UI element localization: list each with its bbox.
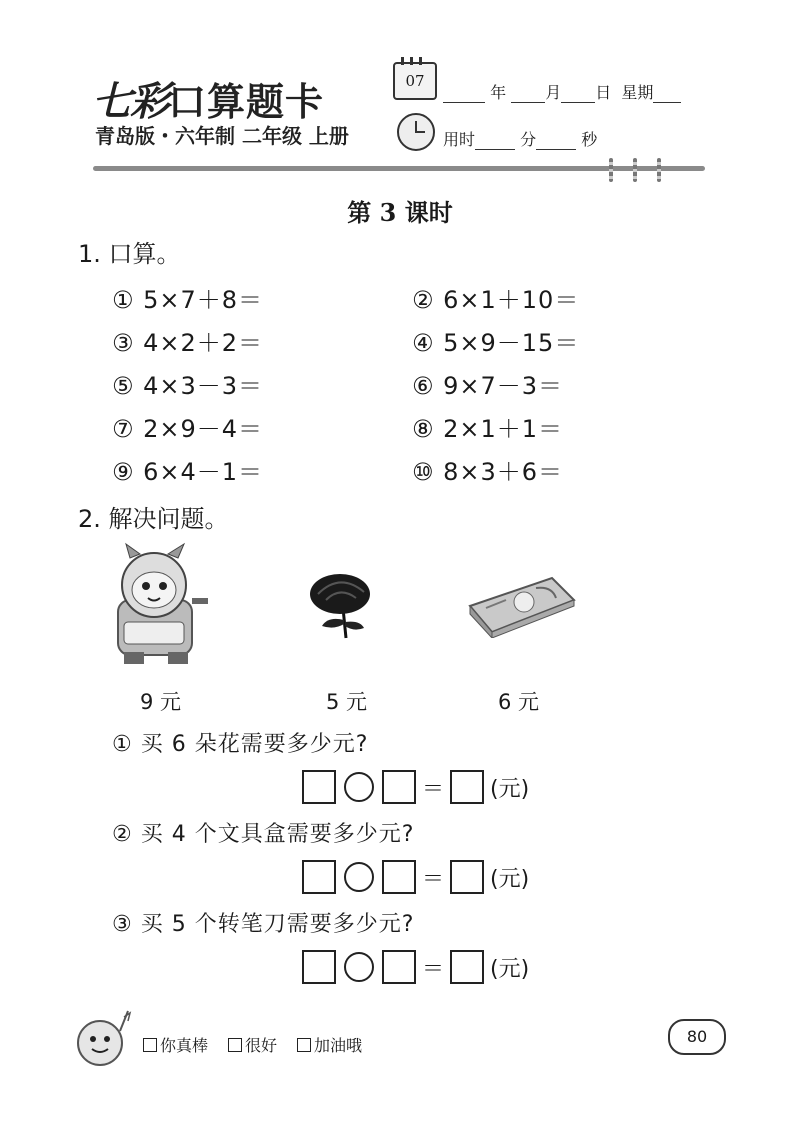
operator-circle[interactable] — [344, 862, 374, 892]
unit-label: (元) — [490, 866, 530, 892]
calendar-icon — [393, 62, 437, 100]
lesson-title: 第 3 课时 — [347, 198, 453, 227]
self-evaluation — [143, 1033, 362, 1056]
answer-box[interactable] — [382, 950, 416, 984]
rating-option-3[interactable] — [297, 1033, 362, 1056]
answer-box[interactable] — [450, 950, 484, 984]
flower-image — [298, 570, 380, 640]
time-used-line — [443, 127, 597, 150]
operator-circle[interactable] — [344, 772, 374, 802]
problem-7: ⑦ 2×9－4＝ — [112, 415, 264, 443]
equals-sign: ＝ — [422, 956, 445, 982]
answer-box[interactable] — [382, 770, 416, 804]
section-2-title: 2. 解决问题。 — [78, 505, 229, 533]
question-2: ② 买 4 个文具盒需要多少元? — [112, 822, 415, 847]
clock-icon — [397, 113, 435, 151]
problem-1: ① 5×7＋8＝ — [112, 286, 264, 314]
rating-label: 你真棒 — [160, 1036, 209, 1055]
answer-box[interactable] — [382, 860, 416, 894]
bead-decoration — [609, 158, 613, 182]
problem-9: ⑨ 6×4－1＝ — [112, 458, 264, 486]
time-used-label: 用时 — [443, 130, 476, 149]
unit-label: (元) — [490, 956, 530, 982]
price-pencil-sharpener: 9 元 — [140, 690, 182, 714]
problem-4: ④ 5×9－15＝ — [412, 329, 580, 357]
question-1: ① 买 6 朵花需要多少元? — [112, 732, 369, 757]
pencil-box-image — [466, 572, 578, 638]
answer-box[interactable] — [450, 860, 484, 894]
year-label: 年 — [490, 83, 507, 102]
rating-option-1[interactable] — [143, 1033, 208, 1056]
header-divider — [93, 166, 705, 171]
pencil-sharpener-image — [108, 540, 212, 670]
problem-8: ⑧ 2×1＋1＝ — [412, 415, 564, 443]
problem-2: ② 6×1＋10＝ — [412, 286, 580, 314]
price-flower: 5 元 — [326, 690, 368, 714]
rating-label: 加油哦 — [314, 1036, 363, 1055]
unit-label: (元) — [490, 776, 530, 802]
brand-title — [92, 70, 324, 127]
minute-label: 分 — [520, 130, 537, 149]
rating-label: 很好 — [245, 1036, 278, 1055]
day-label: 日 — [595, 83, 612, 102]
section-1-title: 1. 口算。 — [78, 240, 181, 268]
weekday-label: 星期 — [621, 83, 654, 102]
page-number: 80 — [668, 1019, 726, 1055]
bead-decoration — [657, 158, 661, 182]
edition-label: 青岛版・六年制 二年级 上册 — [95, 124, 349, 148]
problem-6: ⑥ 9×7－3＝ — [412, 372, 564, 400]
answer-box[interactable] — [450, 770, 484, 804]
answer-box[interactable] — [302, 860, 336, 894]
equals-sign: ＝ — [422, 776, 445, 802]
operator-circle[interactable] — [344, 952, 374, 982]
second-label: 秒 — [581, 130, 598, 149]
answer-equation-1 — [302, 770, 529, 804]
checkbox[interactable] — [297, 1038, 311, 1052]
equals-sign: ＝ — [422, 866, 445, 892]
answer-box[interactable] — [302, 950, 336, 984]
problem-10: ⑩ 8×3＋6＝ — [412, 458, 564, 486]
question-3: ③ 买 5 个转笔刀需要多少元? — [112, 912, 415, 937]
problem-5: ⑤ 4×3－3＝ — [112, 372, 264, 400]
mascot-icon — [70, 1005, 136, 1071]
calendar-number: 07 — [405, 72, 425, 90]
answer-equation-2 — [302, 860, 529, 894]
problem-3: ③ 4×2＋2＝ — [112, 329, 264, 357]
checkbox[interactable] — [228, 1038, 242, 1052]
date-line — [443, 80, 681, 103]
bead-decoration — [633, 158, 637, 182]
month-label: 月 — [545, 83, 562, 102]
answer-box[interactable] — [302, 770, 336, 804]
price-pencil-box: 6 元 — [498, 690, 540, 714]
brand-name: 口算题卡 — [168, 80, 325, 124]
answer-equation-3 — [302, 950, 529, 984]
checkbox[interactable] — [143, 1038, 157, 1052]
rating-option-2[interactable] — [228, 1033, 277, 1056]
brand-script: 七彩 — [92, 78, 168, 125]
